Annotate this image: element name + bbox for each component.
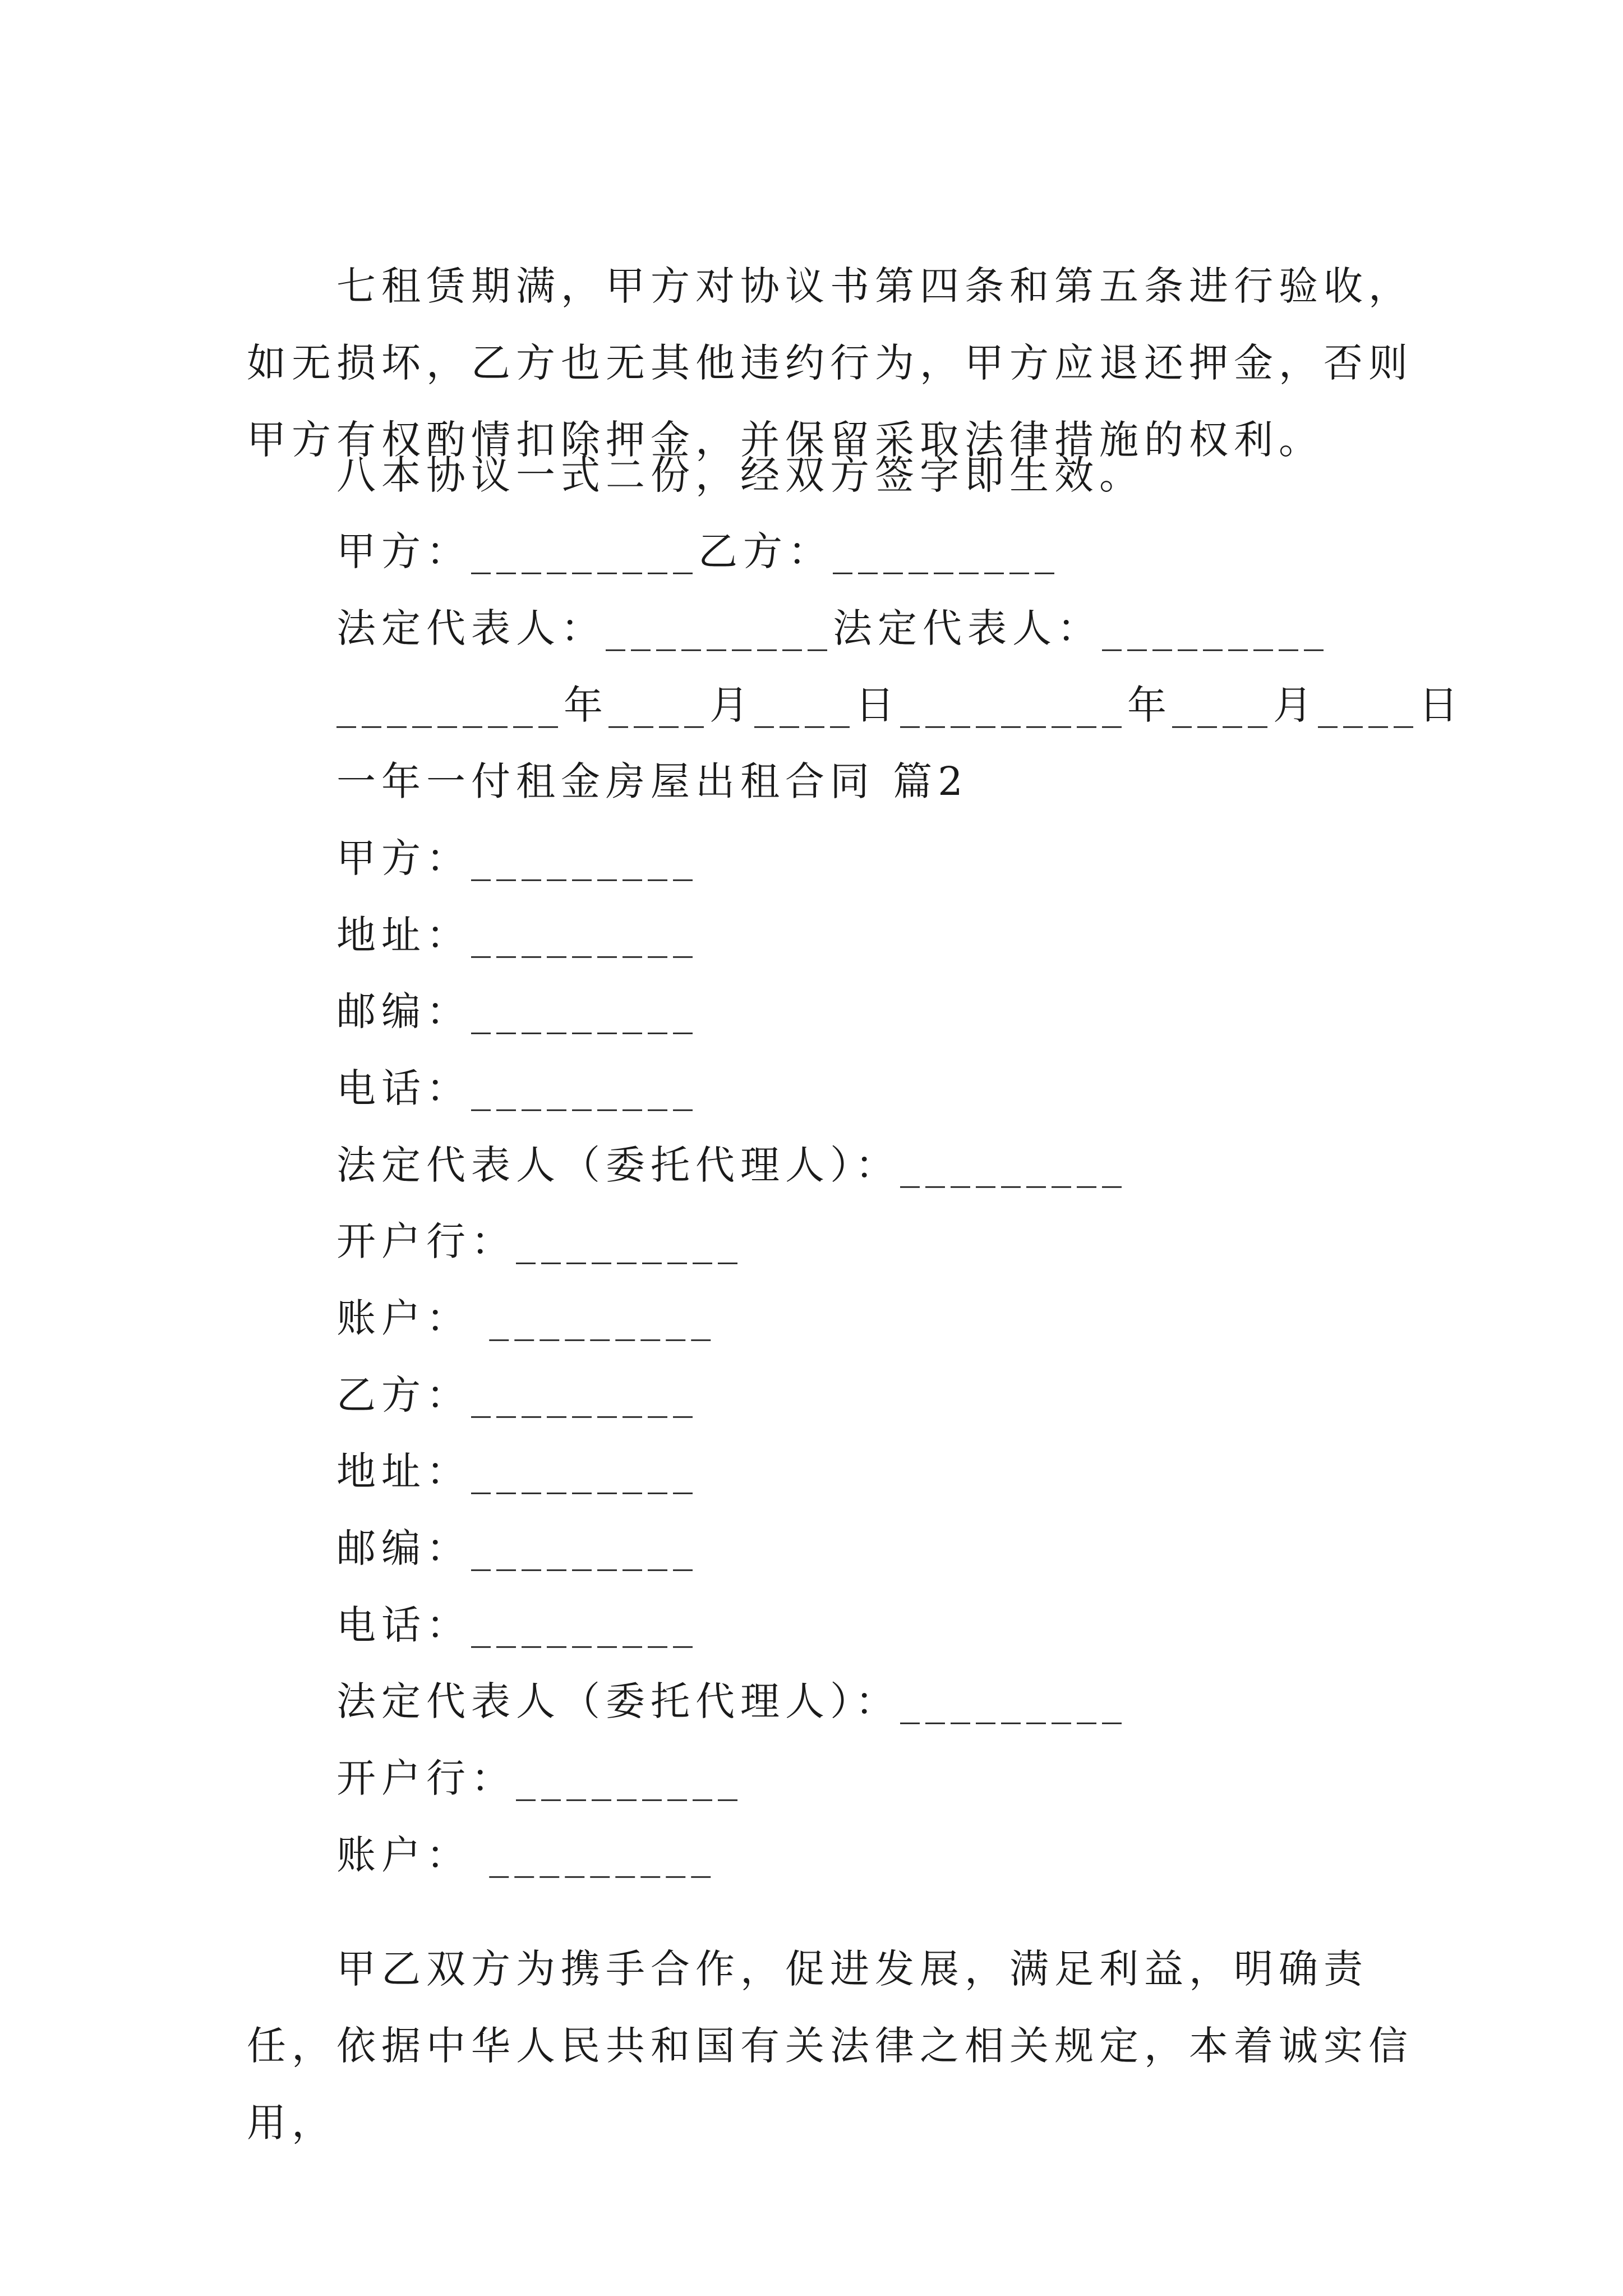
party-a-postcode: 邮编：_________: [336, 988, 698, 1034]
party-b-bank: 开户行：_________: [336, 1755, 743, 1801]
party-b-account: 账户： _________: [336, 1832, 717, 1878]
party-b-name: 乙方：_________: [336, 1372, 698, 1418]
preamble-paragraph: 甲乙双方为携手合作，促进发展，满足利益，明确责任，依据中华人民共和国有关法律之相关规定，本着诚实信用，: [247, 1946, 1413, 2146]
signature-parties-line: 甲方：_________乙方：_________: [336, 528, 1060, 574]
party-a-bank: 开户行：_________: [336, 1218, 743, 1264]
clause-8-line: 八本协议一式二份，经双方签字即生效。: [336, 452, 1144, 498]
party-b-representative: 法定代表人（委托代理人）：_________: [336, 1678, 1127, 1724]
clause-7-paragraph: 七租赁期满，甲方对协议书第四条和第五条进行验收，如无损坏，乙方也无其他违约行为，甲方应退还押金，否则甲方有权酌情扣除押金，并保留采取法律措施的权利。: [247, 263, 1413, 463]
signature-representatives-line: 法定代表人：_________法定代表人：_________: [336, 605, 1329, 651]
party-a-representative: 法定代表人（委托代理人）：_________: [336, 1142, 1127, 1188]
party-b-postcode: 邮编：_________: [336, 1525, 698, 1571]
party-a-phone: 电话：_________: [336, 1065, 698, 1111]
party-b-address: 地址：_________: [336, 1448, 698, 1494]
section-title: 一年一付租金房屋出租合同 篇2: [336, 758, 969, 804]
signature-dates-line: _________年____月____日_________年____月____日: [336, 682, 1464, 728]
party-a-address: 地址：_________: [336, 912, 698, 958]
party-a-account: 账户： _________: [336, 1295, 717, 1341]
party-a-name: 甲方：_________: [336, 835, 698, 881]
party-b-phone: 电话：_________: [336, 1602, 698, 1648]
